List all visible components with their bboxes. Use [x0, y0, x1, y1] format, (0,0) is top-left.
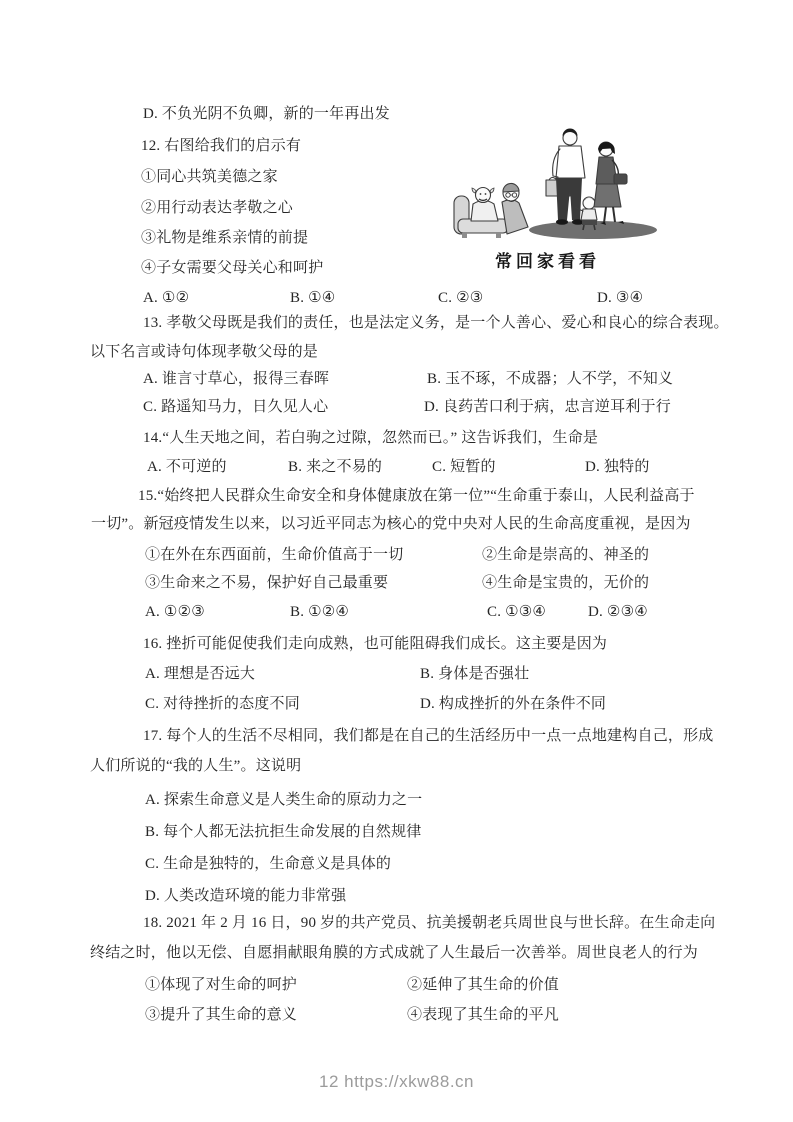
q13-option-a: A. 谁言寸草心，报得三春晖: [143, 371, 330, 387]
q17-stem-line2: 人们所说的“我的人生”。这说明: [90, 758, 302, 774]
q15-stem-line1: 15.“始终把人民群众生命安全和身体健康放在第一位”“生命重于泰山，人民利益高于: [138, 488, 695, 504]
q18-item-4: ④表现了其生命的平凡: [407, 1007, 560, 1023]
q18-stem-line1: 18. 2021 年 2 月 16 日，90 岁的共产党员、抗美援朝老兵周世良与世长辞。在生命走向: [143, 915, 716, 931]
page-number-watermark: 12 https://xkw88.cn: [318, 1072, 475, 1091]
q16-option-d: D. 构成挫折的外在条件不同: [420, 696, 607, 712]
q12-option-b: B. ①④: [290, 290, 336, 306]
q15-item-4: ④生命是宝贵的，无价的: [482, 575, 650, 591]
q15-item-2: ②生命是崇高的、神圣的: [482, 547, 650, 563]
q13-option-d: D. 良药苦口利于病，忠言逆耳利于行: [424, 399, 671, 415]
q13-stem-line1: 13. 孝敬父母既是我们的责任，也是法定义务，是一个人善心、爱心和良心的综合表现。: [143, 315, 729, 331]
q15-item-3: ③生命来之不易，保护好自己最重要: [145, 575, 389, 591]
q17-option-a: A. 探索生命意义是人类生命的原动力之一: [145, 792, 423, 808]
q18-item-3: ③提升了其生命的意义: [145, 1007, 298, 1023]
q15-option-d: D. ②③④: [588, 604, 648, 620]
q12-item-1: ①同心共筑美德之家: [141, 169, 278, 185]
q18-item-1: ①体现了对生命的呵护: [145, 977, 298, 993]
q12-option-d: D. ③④: [597, 290, 644, 306]
q13-stem-line2: 以下名言或诗句体现孝敬父母的是: [90, 344, 319, 360]
q12-option-a: A. ①②: [143, 290, 190, 306]
q12-option-c: C. ②③: [438, 290, 484, 306]
q16-option-a: A. 理想是否远大: [145, 666, 256, 682]
q12-item-3: ③礼物是维系亲情的前提: [141, 230, 309, 246]
q14-option-d: D. 独特的: [585, 459, 650, 475]
q14-option-a: A. 不可逆的: [147, 459, 227, 475]
mother-figure: [594, 142, 627, 225]
q16-stem: 16. 挫折可能促使我们走向成熟，也可能阻碍我们成长。这主要是因为: [143, 636, 608, 652]
q16-option-b: B. 身体是否强壮: [420, 666, 530, 682]
q15-option-b: B. ①②④: [290, 604, 350, 620]
q17-option-b: B. 每个人都无法抗拒生命发展的自然规律: [145, 824, 422, 840]
father-figure: [546, 129, 585, 225]
q14-option-c: C. 短暂的: [432, 459, 496, 475]
q18-stem-line2: 终结之时，他以无偿、自愿捐献眼角膜的方式成就了人生最后一次善举。周世良老人的行为: [90, 945, 699, 961]
q18-item-2: ②延伸了其生命的价值: [407, 977, 560, 993]
q15-option-c: C. ①③④: [487, 604, 547, 620]
q15-item-1: ①在外在东西面前，生命价值高于一切: [145, 547, 404, 563]
q12-item-4: ④子女需要父母关心和呵护: [141, 260, 324, 276]
q14-stem: 14.“人生天地之间，若白驹之过隙，忽然而已。” 这告诉我们，生命是: [143, 430, 599, 446]
q13-option-b: B. 玉不琢，不成器；人不学，不知义: [427, 371, 674, 387]
q15-option-a: A. ①②③: [145, 604, 205, 620]
grandfather-figure: [471, 188, 498, 222]
q17-option-c: C. 生命是独特的，生命意义是具体的: [145, 856, 392, 872]
q13-option-c: C. 路遥知马力，日久见人心: [143, 399, 329, 415]
family-visit-cartoon-image: [450, 116, 665, 248]
q14-option-b: B. 来之不易的: [288, 459, 383, 475]
grandmother-figure: [502, 183, 528, 234]
q16-option-c: C. 对待挫折的态度不同: [145, 696, 300, 712]
q15-stem-line2: 一切”。新冠疫情发生以来，以习近平同志为核心的党中央对人民的生命高度重视，是因为: [91, 516, 691, 532]
q12-stem: 12. 右图给我们的启示有: [141, 138, 302, 154]
q12-item-2: ②用行动表达孝敬之心: [141, 200, 294, 216]
q17-stem-line1: 17. 每个人的生活不尽相同，我们都是在自己的生活经历中一点一点地建构自己，形成: [143, 728, 714, 744]
q11-option-d: D. 不负光阴不负卿，新的一年再出发: [143, 106, 390, 122]
q17-option-d: D. 人类改造环境的能力非常强: [145, 888, 347, 904]
cartoon-caption: 常回家看看: [495, 252, 600, 271]
